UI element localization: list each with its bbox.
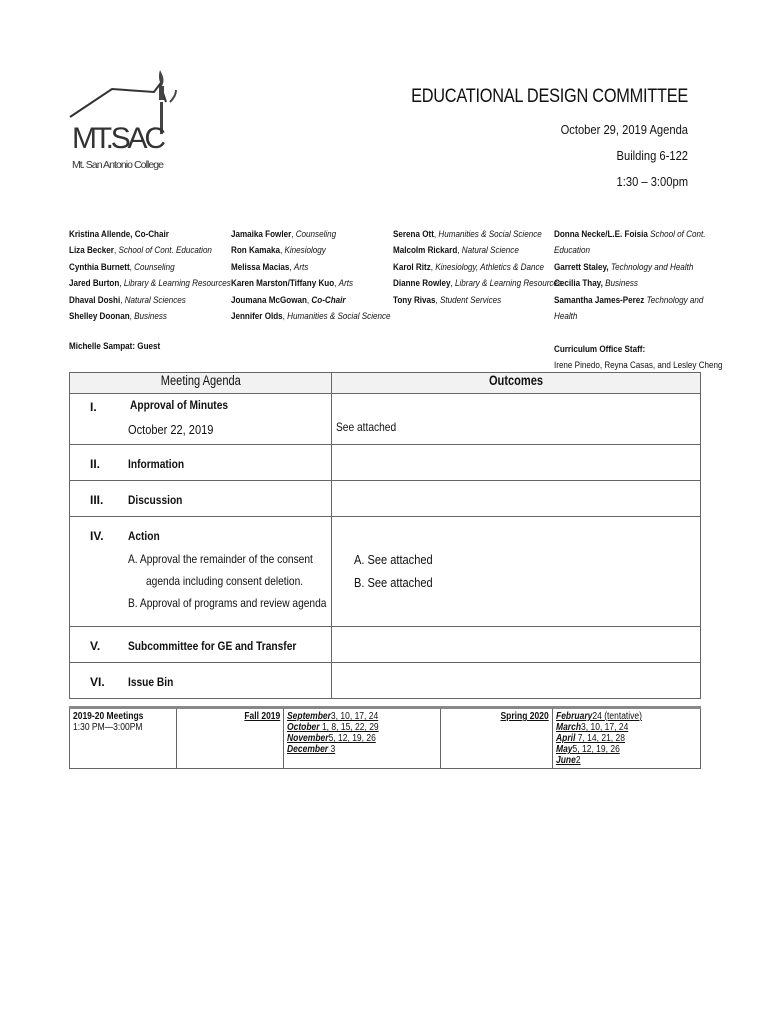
member: Jennifer Olds, Humanities & Social Science bbox=[231, 311, 391, 322]
member: Jared Burton, Library & Learning Resources bbox=[69, 278, 231, 289]
members-column-1 bbox=[69, 226, 231, 324]
agenda-item-iv: IV. Action A. Approval the remainder of the consent agenda including consent deletion. B. Approval of programs and review agenda bbox=[70, 517, 332, 627]
curriculum-staff bbox=[554, 341, 723, 373]
outcomes-header: Outcomes bbox=[332, 373, 701, 394]
member: Joumana McGowan, Co-Chair bbox=[231, 294, 346, 305]
members-column-4 bbox=[554, 226, 705, 324]
member: Samantha James-Perez Technology and bbox=[554, 294, 704, 305]
staff-title: Curriculum Office Staff: bbox=[554, 344, 646, 354]
committee-title: EDUCATIONAL DESIGN COMMITTEE bbox=[411, 86, 688, 107]
member: Karen Marston/Tiffany Kuo, Arts bbox=[231, 278, 354, 289]
member: Melissa Macias, Arts bbox=[231, 261, 309, 272]
fall-dates: September3, 10, 17, 24 October 1, 8, 15, 22, 29 November5, 12, 19, 26 December 3 bbox=[284, 708, 441, 769]
staff-names: Irene Pinedo, Reyna Casas, and Lesley Cheng bbox=[554, 360, 723, 370]
meeting-time: 1:30 – 3:00pm bbox=[616, 174, 688, 189]
svg-text:MT.SAC: MT.SAC bbox=[72, 122, 164, 155]
meeting-location: Building 6-122 bbox=[616, 148, 688, 163]
member: Shelley Doonan, Business bbox=[69, 311, 167, 322]
member: Kristina Allende, Co-Chair bbox=[69, 229, 169, 239]
member: Garrett Staley, Technology and Health bbox=[554, 261, 694, 272]
member-continued: Health bbox=[554, 311, 578, 322]
agenda-item-ii: II. Information bbox=[70, 445, 332, 481]
agenda-item-i: I. Approval of Minutes October 22, 2019 bbox=[70, 394, 332, 445]
member: Cynthia Burnett, Counseling bbox=[69, 261, 175, 272]
member: Serena Ott, Humanities & Social Science bbox=[393, 229, 542, 239]
outcome-iv: A. See attached B. See attached bbox=[332, 517, 701, 627]
meetings-schedule bbox=[69, 706, 701, 769]
outcome-vi bbox=[332, 663, 701, 699]
member: Cecilia Thay, Business bbox=[554, 278, 638, 289]
member: Donna Necke/L.E. Foisia School of Cont. bbox=[554, 229, 706, 239]
members-column-2 bbox=[231, 226, 391, 324]
torch-icon bbox=[66, 62, 191, 182]
member: Jamaika Fowler, Counseling bbox=[231, 229, 337, 239]
spring-dates: February24 (tentative) March3, 10, 17, 24 April 7, 14, 21, 28 May5, 12, 19, 26 June2 bbox=[553, 708, 701, 769]
guest-line: Michelle Sampat: Guest bbox=[69, 341, 161, 351]
svg-text:Mt. San Antonio College: Mt. San Antonio College bbox=[72, 159, 164, 171]
agenda-item-iii: III. Discussion bbox=[70, 481, 332, 517]
member: Dhaval Doshi, Natural Sciences bbox=[69, 294, 186, 305]
outcome-v bbox=[332, 627, 701, 663]
member: Malcolm Rickard, Natural Science bbox=[393, 245, 519, 256]
spring-label-cell: Spring 2020 bbox=[441, 708, 553, 769]
member: Ron Kamaka, Kinesiology bbox=[231, 245, 326, 256]
outcome-iii bbox=[332, 481, 701, 517]
member: Karol Ritz, Kinesiology, Athletics & Dance bbox=[393, 261, 545, 272]
mtsac-logo bbox=[66, 62, 191, 182]
member: Liza Becker, School of Cont. Education bbox=[69, 245, 212, 256]
meetings-title-cell: 2019-20 Meetings 1:30 PM—3:00PM bbox=[70, 708, 177, 769]
document-header bbox=[366, 86, 688, 189]
member: Dianne Rowley, Library & Learning Resources bbox=[393, 278, 562, 289]
agenda-date: October 29, 2019 Agenda bbox=[560, 122, 688, 137]
agenda-table bbox=[69, 372, 701, 699]
agenda-item-v: V. Subcommittee for GE and Transfer bbox=[70, 627, 332, 663]
member-continued: Education bbox=[554, 245, 590, 256]
outcome-i: See attached bbox=[332, 394, 701, 445]
fall-label-cell: Fall 2019 bbox=[177, 708, 284, 769]
outcome-ii bbox=[332, 445, 701, 481]
members-column-3 bbox=[393, 226, 562, 308]
agenda-header: Meeting Agenda bbox=[70, 373, 332, 394]
agenda-item-vi: VI. Issue Bin bbox=[70, 663, 332, 699]
member: Tony Rivas, Student Services bbox=[393, 294, 502, 305]
